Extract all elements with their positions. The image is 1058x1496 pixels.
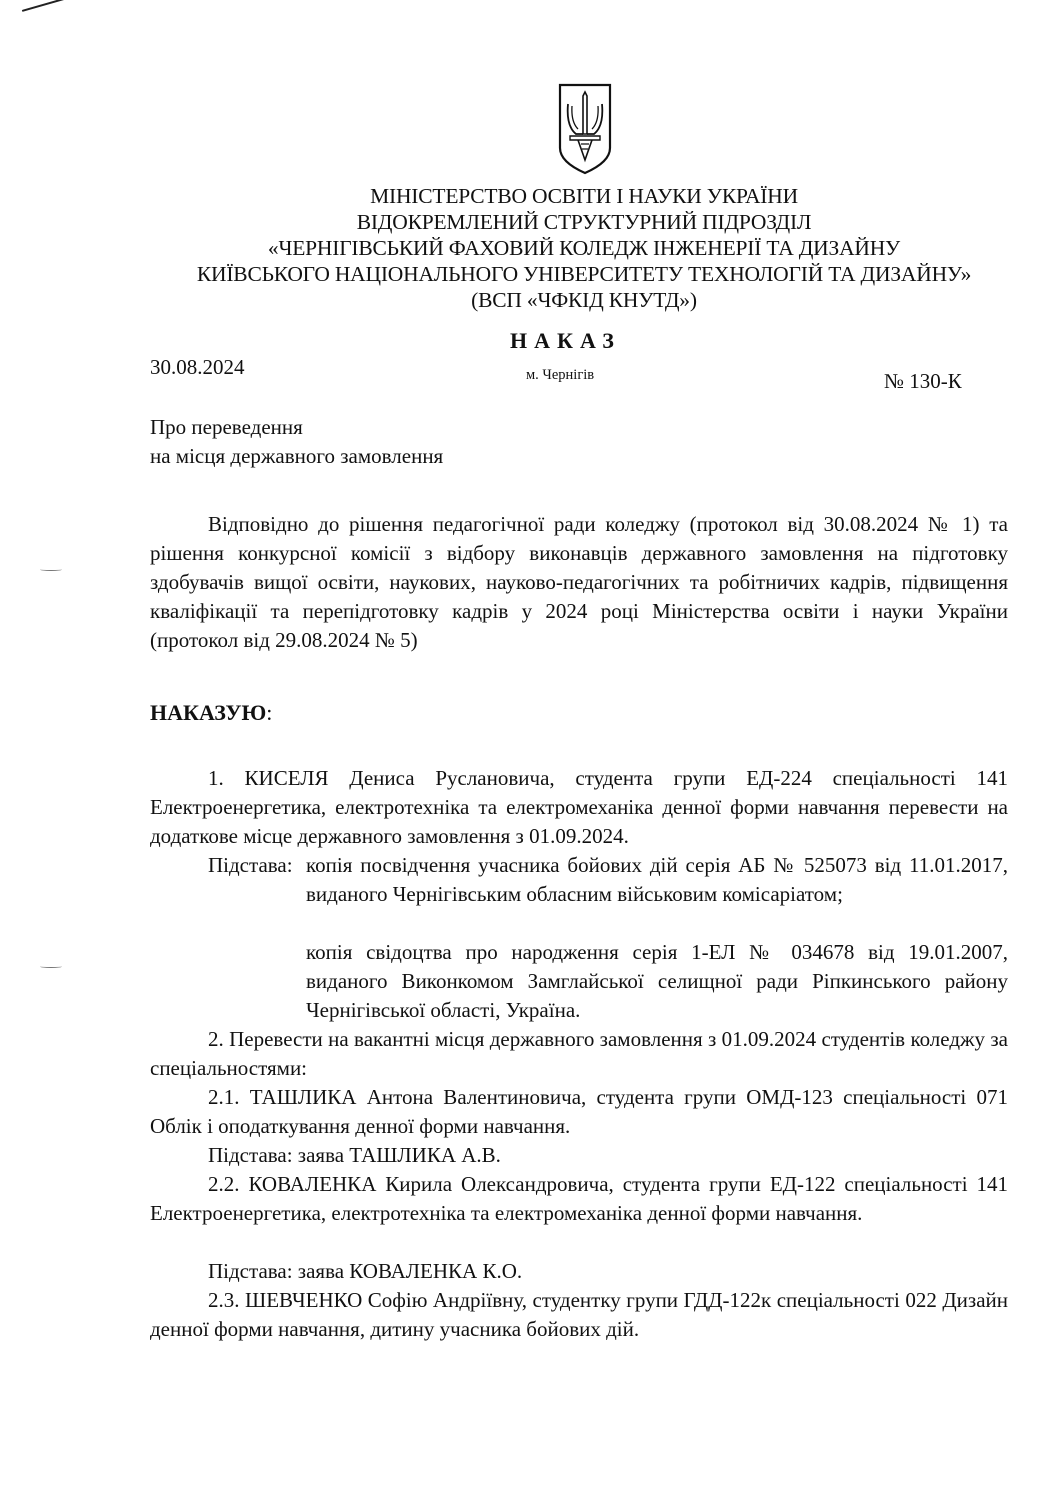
unit-name: ВІДОКРЕМЛЕНИЙ СТРУКТУРНИЙ ПІДРОЗДІЛ [356,210,812,234]
order-number: № 130-К [884,369,962,393]
document-title: НАКАЗ [510,328,621,353]
ministry-name: МІНІСТЕРСТВО ОСВІТИ І НАУКИ УКРАЇНИ [370,184,798,208]
coat-of-arms-icon [556,82,614,176]
order-city: м. Чернігів [526,367,595,383]
order-colon: : [266,700,273,725]
basis-document-1-value: копія посвідчення учасника бойових дій серія АБ № 525073 від 11.01.2017, виданого Чернігівським обласним військовим комісаріатом; [306,853,1008,906]
scan-mark [40,568,62,571]
order-item-1: 1. КИСЕЛЯ Дениса Руслановича, студента групи ЕД-224 спеціальності 141 Електроенергетика, електротехніка та електромеханіка денної форми навчання перевести на додаткове місце державного замовлення з 01.09.2024. [150,766,1008,848]
subitem-2-2-basis: Підстава: заява КОВАЛЕНКА К.О. [208,1259,523,1283]
subject-line: на місця державного замовлення [150,444,444,468]
basis-label: Підстава: [208,853,293,877]
order-word: НАКАЗУЮ [150,700,267,725]
order-date: 30.08.2024 [150,355,245,379]
order-subitem-2-3: 2.3. ШЕВЧЕНКО Софію Андріївну, студентку групи ГДД-122к спеціальності 022 Дизайн денної форми навчання, дитину учасника бойових дій. [150,1288,1008,1341]
college-name-line2: КИЇВСЬКОГО НАЦІОНАЛЬНОГО УНІВЕРСИТЕТУ ТЕХНОЛОГІЙ ТА ДИЗАЙНУ» [196,262,972,286]
preamble-paragraph: Відповідно до рішення педагогічної ради коледжу (протокол від 30.08.2024 № 1) та рішення конкурсної комісії з відбору виконавців державного замовлення на підготовку здобувачів вищої освіти, наукових, науково-педагогічних та робітничих кадрів, підвищення кваліфікації та перепідготовку кадрів у 2024 році Міністерства освіти і науки України (протокол від 29.08.2024 № 5) [150,512,1008,652]
college-name-line1: «ЧЕРНІГІВСЬКИЙ ФАХОВИЙ КОЛЕДЖ ІНЖЕНЕРІЇ ТА ДИЗАЙНУ [267,236,901,260]
order-subitem-2-1: 2.1. ТАШЛИКА Антона Валентиновича, студента групи ОМД-123 спеціальності 071 Облік і оподаткування денної форми навчання. [150,1085,1008,1138]
order-subject [150,413,443,471]
subitem-2-1-basis: Підстава: заява ТАШЛИКА А.В. [208,1143,501,1167]
basis-document-1-text [306,851,1008,909]
order-item-2: 2. Перевести на вакантні місця державного замовлення з 01.09.2024 студентів коледжу за спеціальностями: [150,1027,1008,1080]
order-heading [150,700,272,726]
order-subitem-2-2: 2.2. КОВАЛЕНКА Кирила Олександровича, студента групи ЕД-122 спеціальності 141 Електроенергетика, електротехніка та електромеханіка денної форми навчання. [150,1172,1008,1225]
basis-document-2-value: копія свідоцтва про народження серія 1-ЕЛ № 034678 від 19.01.2007, виданого Виконкомом Замглайської селищної ради Ріпкинського району Чернігівської області, Україна. [306,940,1008,1022]
college-abbreviation: (ВСП «ЧФКІД КНУТД») [471,288,697,312]
subject-line: Про переведення [150,415,303,439]
pen-stroke-mark [22,0,82,12]
basis-document-2 [306,938,1008,1025]
scan-mark [40,965,62,968]
